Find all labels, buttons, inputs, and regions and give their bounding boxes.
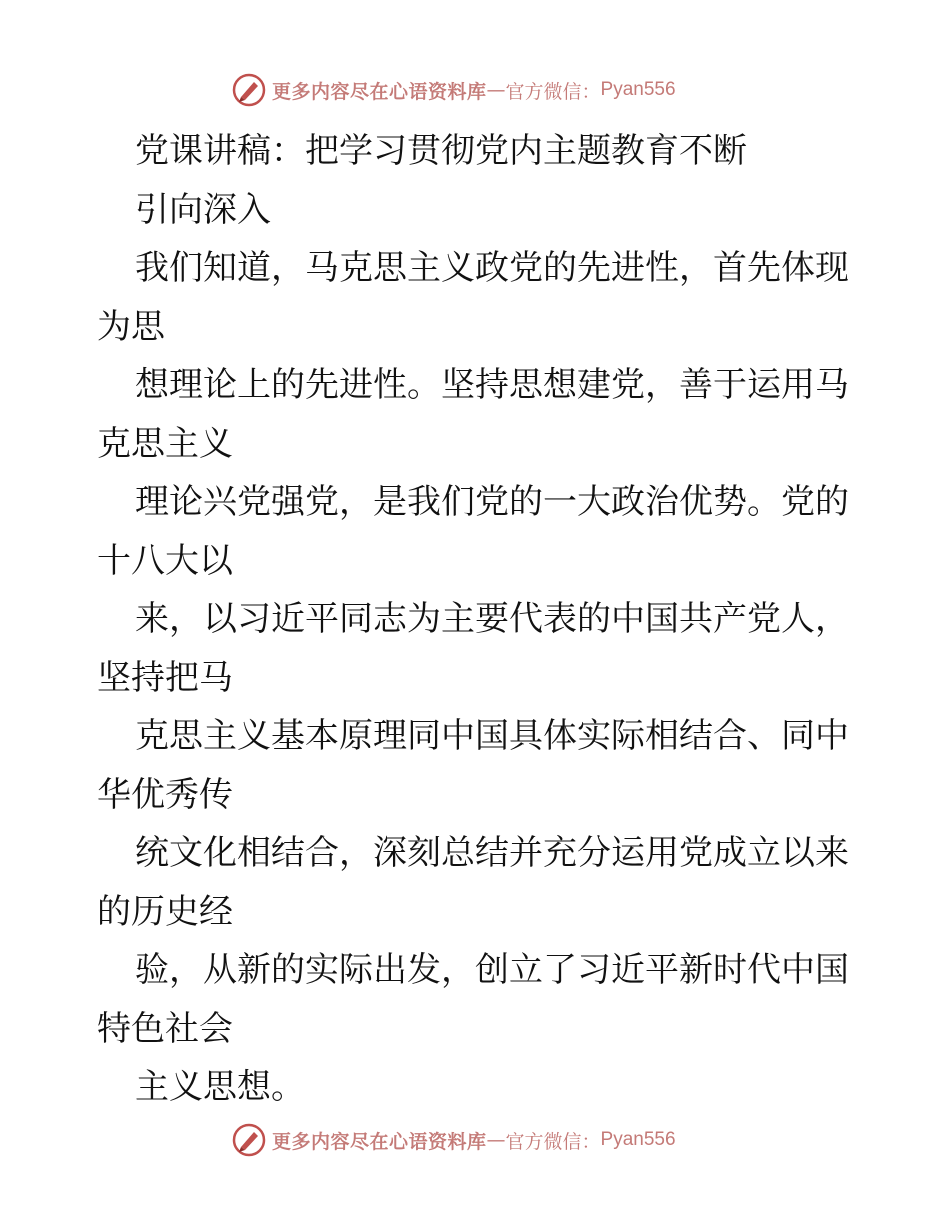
paragraph-line: 华优秀传 — [97, 774, 233, 815]
paragraph-line: 来，以习近平同志为主要代表的中国共产党人， — [135, 599, 849, 639]
pen-logo-icon — [232, 1123, 266, 1157]
watermark-contact-id: Pyan556 — [600, 1129, 676, 1150]
paragraph-line: 主义思想。 — [135, 1067, 305, 1107]
paragraph-line: 统文化相结合，深刻总结并充分运用党成立以来 — [135, 833, 849, 873]
paragraph-line: 的历史经 — [97, 891, 233, 932]
paragraph-line: 我们知道，马克思主义政党的先进性，首先体现 — [135, 248, 849, 288]
watermark-text: 更多内容尽在心语资料库 — [272, 1130, 487, 1153]
header-watermark — [232, 72, 676, 108]
watermark-contact-id: Pyan556 — [600, 79, 676, 100]
watermark-contact-label: 官方微信： — [505, 80, 601, 103]
paragraph-line: 理论兴党强党，是我们党的一大政治优势。党的 — [135, 482, 849, 522]
pen-logo-icon — [232, 73, 266, 107]
footer-watermark — [232, 1122, 676, 1158]
paragraph-line: 克思主义基本原理同中国具体实际相结合、同中 — [135, 716, 849, 756]
watermark-text: 更多内容尽在心语资料库 — [272, 80, 487, 103]
watermark-contact-label: 官方微信： — [505, 1130, 601, 1153]
paragraph-line: 十八大以 — [97, 540, 233, 581]
paragraph-line: 坚持把马 — [97, 657, 233, 698]
document-title-line-2: 引向深入 — [135, 189, 271, 230]
watermark-separator: — — [486, 79, 506, 101]
watermark-separator: — — [486, 1129, 506, 1151]
paragraph-line: 想理论上的先进性。坚持思想建党，善于运用马 — [135, 365, 849, 405]
document-body — [97, 122, 867, 1117]
paragraph-line: 为思 — [97, 306, 165, 347]
paragraph-line: 特色社会 — [97, 1008, 233, 1049]
paragraph-line: 验，从新的实际出发，创立了习近平新时代中国 — [135, 950, 849, 990]
document-title-line-1: 党课讲稿：把学习贯彻党内主题教育不断 — [135, 131, 747, 171]
paragraph-line: 克思主义 — [97, 423, 233, 464]
